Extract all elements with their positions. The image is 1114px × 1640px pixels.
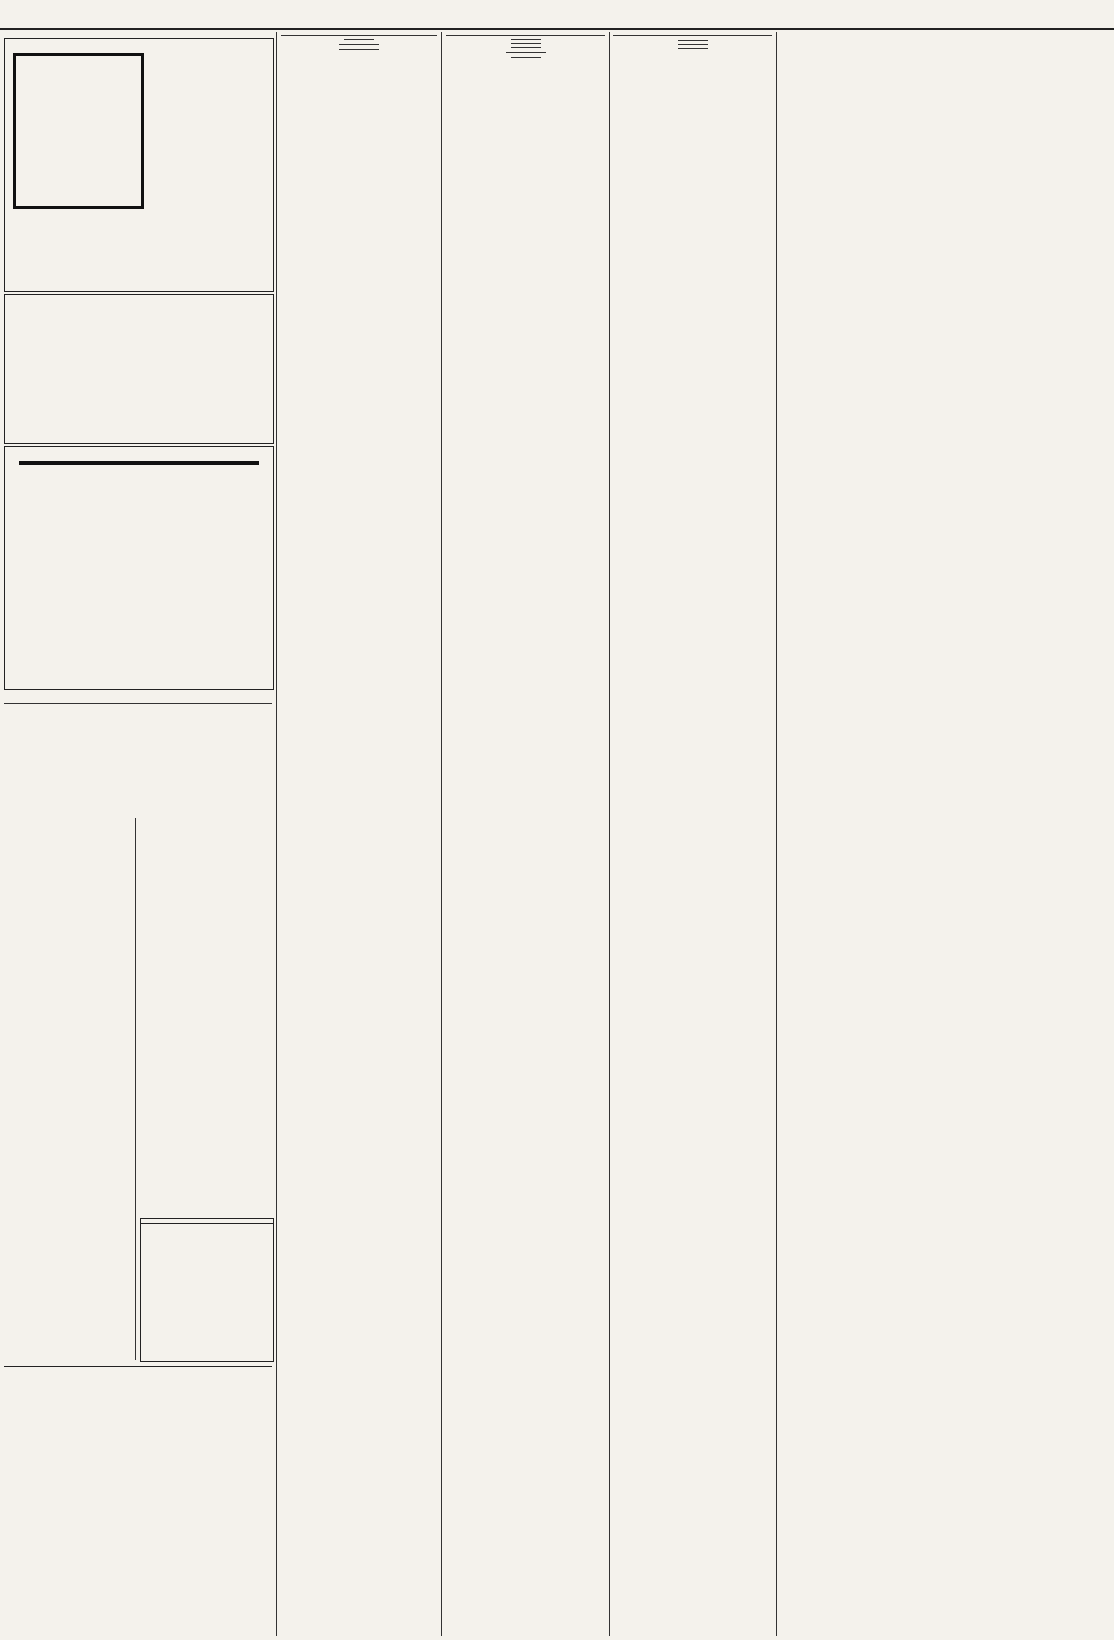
gout-note [141,1228,273,1232]
art-column [281,32,437,1636]
tiles-header [4,694,272,700]
rabbit-title-frame [13,53,144,209]
column-rule [609,32,610,1636]
law-column [446,32,605,1636]
lanes-emulsion-ad [4,818,132,1360]
court-column [613,32,772,1636]
aulsebrook-ad [140,818,272,1214]
rabbit-terror-ad [4,38,274,292]
cac-ad [4,294,274,444]
column-rule [441,32,442,1636]
masthead [0,0,1114,30]
kodak-ad [4,446,274,690]
cypher-incubator-ad [4,1366,272,1635]
kodak-headline [19,461,259,465]
gout-pills-ad [140,1218,274,1362]
column-rule [776,32,777,1636]
tiles-ad [4,694,272,812]
column-rule [276,32,277,1636]
